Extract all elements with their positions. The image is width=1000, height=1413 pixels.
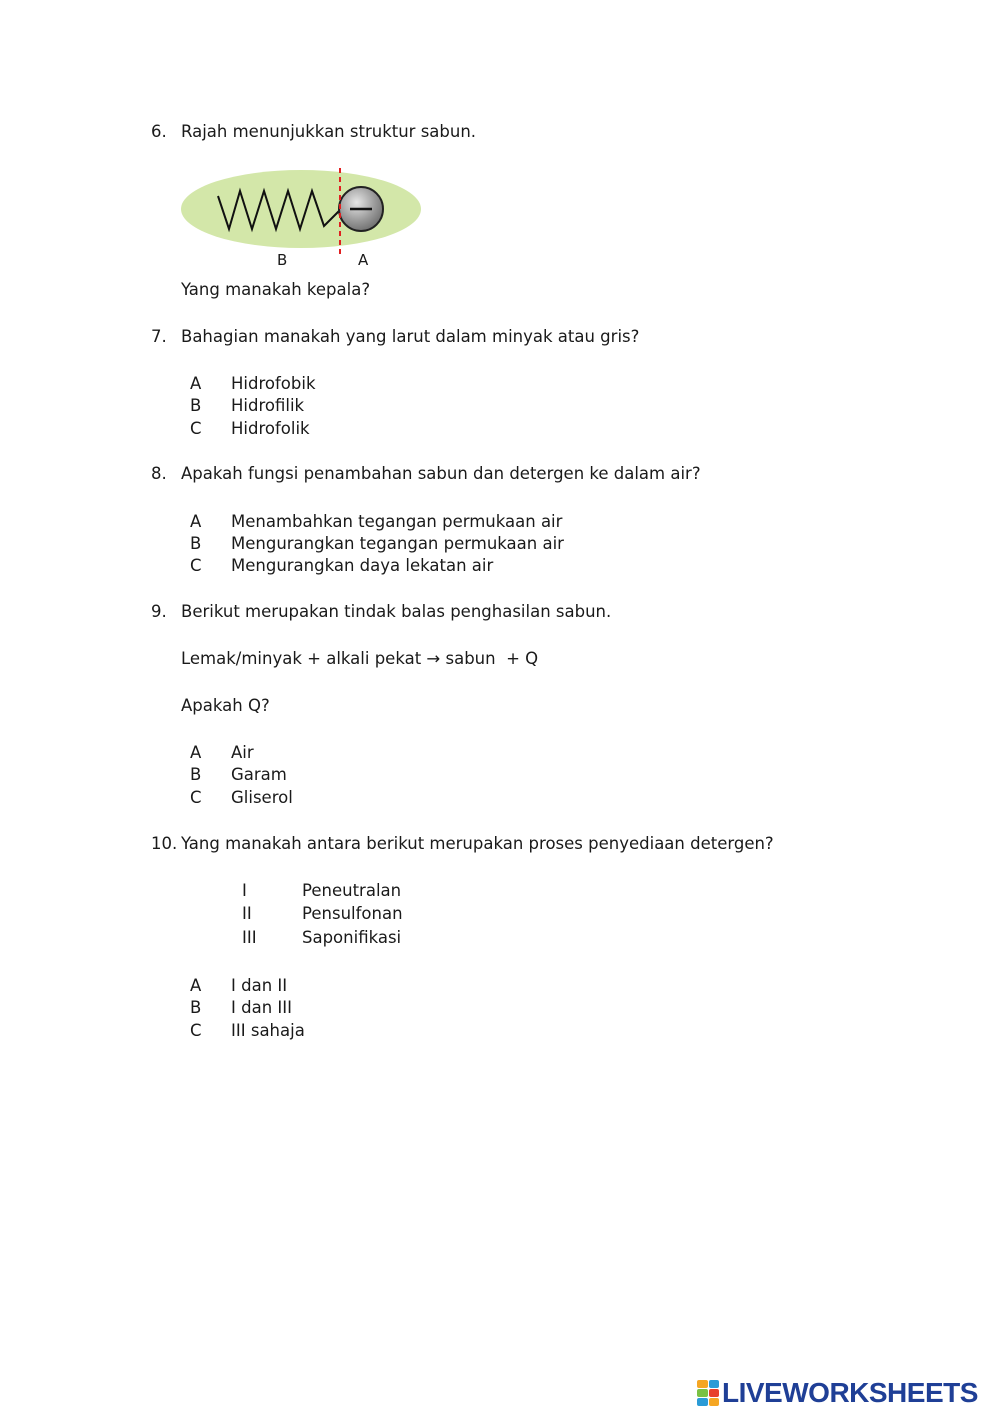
option-letter: C	[190, 788, 202, 807]
question-9-number: 9.	[151, 602, 167, 621]
option-text: Menambahkan tegangan permukaan air	[231, 512, 563, 531]
option-letter: C	[190, 1021, 202, 1040]
statement-text: Pensulfonan	[302, 904, 403, 923]
option-letter: B	[190, 998, 202, 1017]
logo-mark-block	[697, 1380, 708, 1388]
statement-text: Peneutralan	[302, 881, 402, 900]
option-letter: B	[190, 534, 202, 553]
statement-roman: III	[242, 928, 257, 947]
question-9-sub: Apakah Q?	[181, 696, 270, 715]
logo-mark-icon	[697, 1380, 719, 1406]
option-letter: C	[190, 556, 202, 575]
option-letter: A	[190, 743, 202, 762]
option-text: Gliserol	[231, 788, 293, 807]
question-8-number: 8.	[151, 464, 167, 483]
question-8-text: Apakah fungsi penambahan sabun dan detergen ke dalam air?	[181, 464, 701, 483]
option-text: Hidrofolik	[231, 419, 310, 438]
option-text: I dan II	[231, 976, 288, 995]
question-10-number: 10.	[151, 834, 178, 853]
option-text: Air	[231, 743, 254, 762]
diagram-background-ellipse	[181, 170, 421, 248]
question-9-text: Berikut merupakan tindak balas penghasilan sabun.	[181, 602, 612, 621]
statement-text: Saponifikasi	[302, 928, 402, 947]
question-7-text: Bahagian manakah yang larut dalam minyak atau gris?	[181, 327, 640, 346]
option-text: Mengurangkan tegangan permukaan air	[231, 534, 564, 553]
question-6-sub: Yang manakah kepala?	[181, 280, 371, 299]
option-letter: A	[190, 512, 202, 531]
logo-mark-block	[709, 1389, 720, 1397]
question-6-number: 6.	[151, 122, 167, 141]
logo-mark-block	[697, 1398, 708, 1406]
logo-mark-block	[709, 1398, 720, 1406]
option-letter: C	[190, 419, 202, 438]
soap-structure-diagram	[178, 168, 428, 272]
diagram-label-a: A	[358, 251, 369, 269]
logo-wordmark: LIVEWORKSHEETS	[722, 1377, 978, 1408]
option-letter: B	[190, 765, 202, 784]
question-6-text: Rajah menunjukkan struktur sabun.	[181, 122, 477, 141]
option-text: Hidrofobik	[231, 374, 316, 393]
option-letter: A	[190, 976, 202, 995]
option-letter: B	[190, 396, 202, 415]
statement-roman: II	[242, 904, 252, 923]
reaction-equation: Lemak/minyak + alkali pekat → sabun + Q	[181, 649, 539, 668]
logo-mark-block	[709, 1380, 720, 1388]
statement-roman: I	[242, 881, 247, 900]
question-10-text: Yang manakah antara berikut merupakan proses penyediaan detergen?	[181, 834, 774, 853]
option-text: Mengurangkan daya lekatan air	[231, 556, 494, 575]
liveworksheets-logo[interactable]	[697, 1378, 978, 1408]
option-text: III sahaja	[231, 1021, 305, 1040]
logo-mark-block	[697, 1389, 708, 1397]
option-letter: A	[190, 374, 202, 393]
option-text: Garam	[231, 765, 287, 784]
option-text: I dan III	[231, 998, 292, 1017]
question-7-number: 7.	[151, 327, 167, 346]
option-text: Hidrofilik	[231, 396, 305, 415]
diagram-label-b: B	[277, 251, 288, 269]
